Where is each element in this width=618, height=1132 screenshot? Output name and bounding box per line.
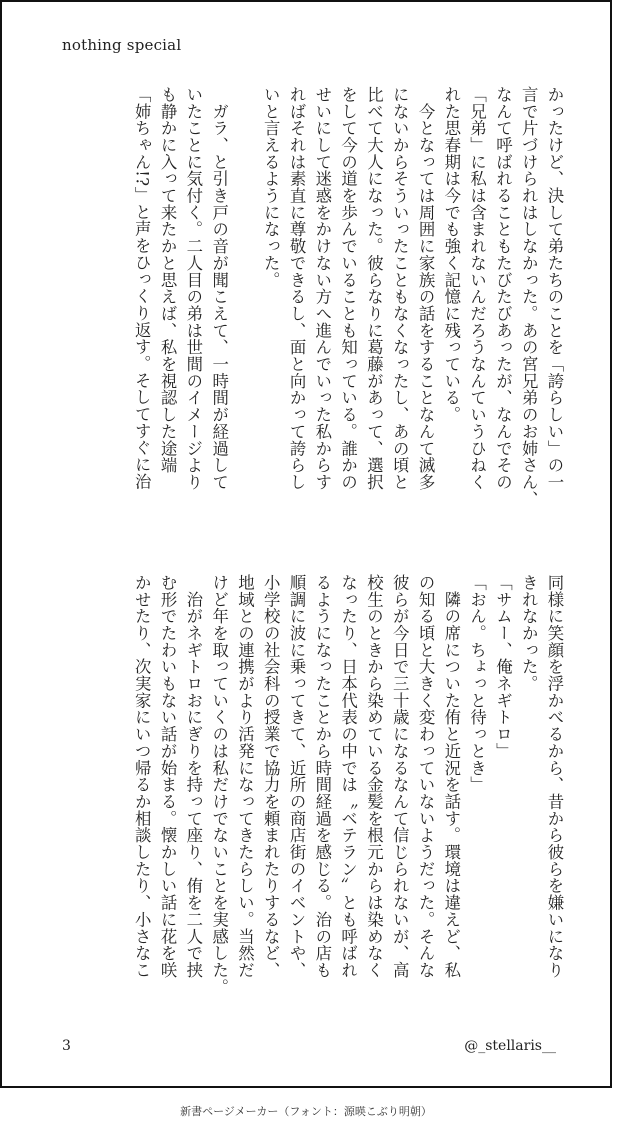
text-line: かせたり、次実家にいつ帰るか相談したり、小さなこ xyxy=(132,574,152,979)
text-line: 隣の席についた侑と近況を話す。環境は違えど、私 xyxy=(441,574,461,979)
text-line: 彼らが今日で三十歳になるなんて信じられないが、高 xyxy=(390,574,410,979)
text-line: 地域との連携がより活発になってきたらしい。当然だ xyxy=(235,574,255,979)
text-line: 今となっては周囲に家族の話をすることなんて滅多 xyxy=(416,86,436,491)
upper-text-column xyxy=(47,86,567,526)
text-line: れた思春期は今でも強く記憶に残っている。 xyxy=(441,86,461,423)
lower-text-column xyxy=(47,574,567,1014)
text-line: む形でたわいもない話が始まる。懐かしい話に花を咲 xyxy=(158,574,178,979)
text-line: 言で片づけられはしなかった。あの宮兄弟のお姉さん、 xyxy=(519,86,539,508)
text-line: 順調に波に乗ってきて、近所の商店街のイベントや、 xyxy=(287,574,307,979)
text-line: かったけど、決して弟たちのことを「誇らしい」の一 xyxy=(545,86,564,491)
text-line: 「兄弟」に私は含まれないんだろうなんていうひねく xyxy=(467,86,487,491)
text-line: けど年を取っていくのは私だけでないことを実感した。 xyxy=(209,574,229,996)
text-line: 「サムー、俺ネギトロ」 xyxy=(493,574,513,760)
text-line: 「おん。ちょっと待っとき」 xyxy=(467,574,487,794)
generator-credit: 新書ページメーカー（フォント：源暎こぶり明朝） xyxy=(180,1105,432,1118)
text-line: なんて呼ばれることもたびたびあったが、なんでその xyxy=(493,86,513,491)
text-line: の知る頃と大きく変わっていないようだった。そんな xyxy=(416,574,436,979)
text-line: 校生のときから染めている金髪を根元からは染めなく xyxy=(364,574,384,979)
text-line: も静かに入って来たかと思えば、私を視認した途端 xyxy=(158,86,178,474)
text-line: をして今の道を歩んでいることも知っている。誰かの xyxy=(338,86,358,491)
text-line: 同様に笑顔を浮かべるから、昔から彼らを嫌いになり xyxy=(545,574,564,979)
text-line: 比べて大人になった。彼らなりに葛藤があって、選択 xyxy=(364,86,384,491)
text-line: ガラ、と引き戸の音が聞こえて、一時間が経過して xyxy=(209,86,229,491)
text-line: るようになったことから時間経過を感じる。治の店も xyxy=(312,574,332,979)
text-line: いと言えるようになった。 xyxy=(261,86,281,289)
text-line: 治がネギトロおにぎりを持って座り、侑を二人で挟 xyxy=(183,574,203,979)
author-handle: @_stellaris__ xyxy=(464,1038,556,1054)
running-title: nothing special xyxy=(62,36,182,54)
text-line: ればそれは素直に尊敬できるし、面と向かって誇らし xyxy=(287,86,307,491)
text-line: 「姉ちゃん!?」と声をひっくり返す。そしてすぐに治 xyxy=(132,86,152,490)
text-line: にないからそういったこともなくなったし、あの頃と xyxy=(390,86,410,491)
text-line: せいにして迷惑をかけない方へ進んでいった私からす xyxy=(312,86,332,491)
text-line: なったり、日本代表の中では〝ベテラン〟とも呼ばれ xyxy=(338,574,358,979)
text-line: 小学校の社会科の授業で協力を頼まれたりするなど、 xyxy=(261,574,281,979)
page-number: 3 xyxy=(62,1038,71,1054)
blank-line xyxy=(232,86,258,526)
text-line: いたことに気付く。二人目の弟は世間のイメージより xyxy=(183,86,203,491)
text-line: きれなかった。 xyxy=(519,574,539,692)
